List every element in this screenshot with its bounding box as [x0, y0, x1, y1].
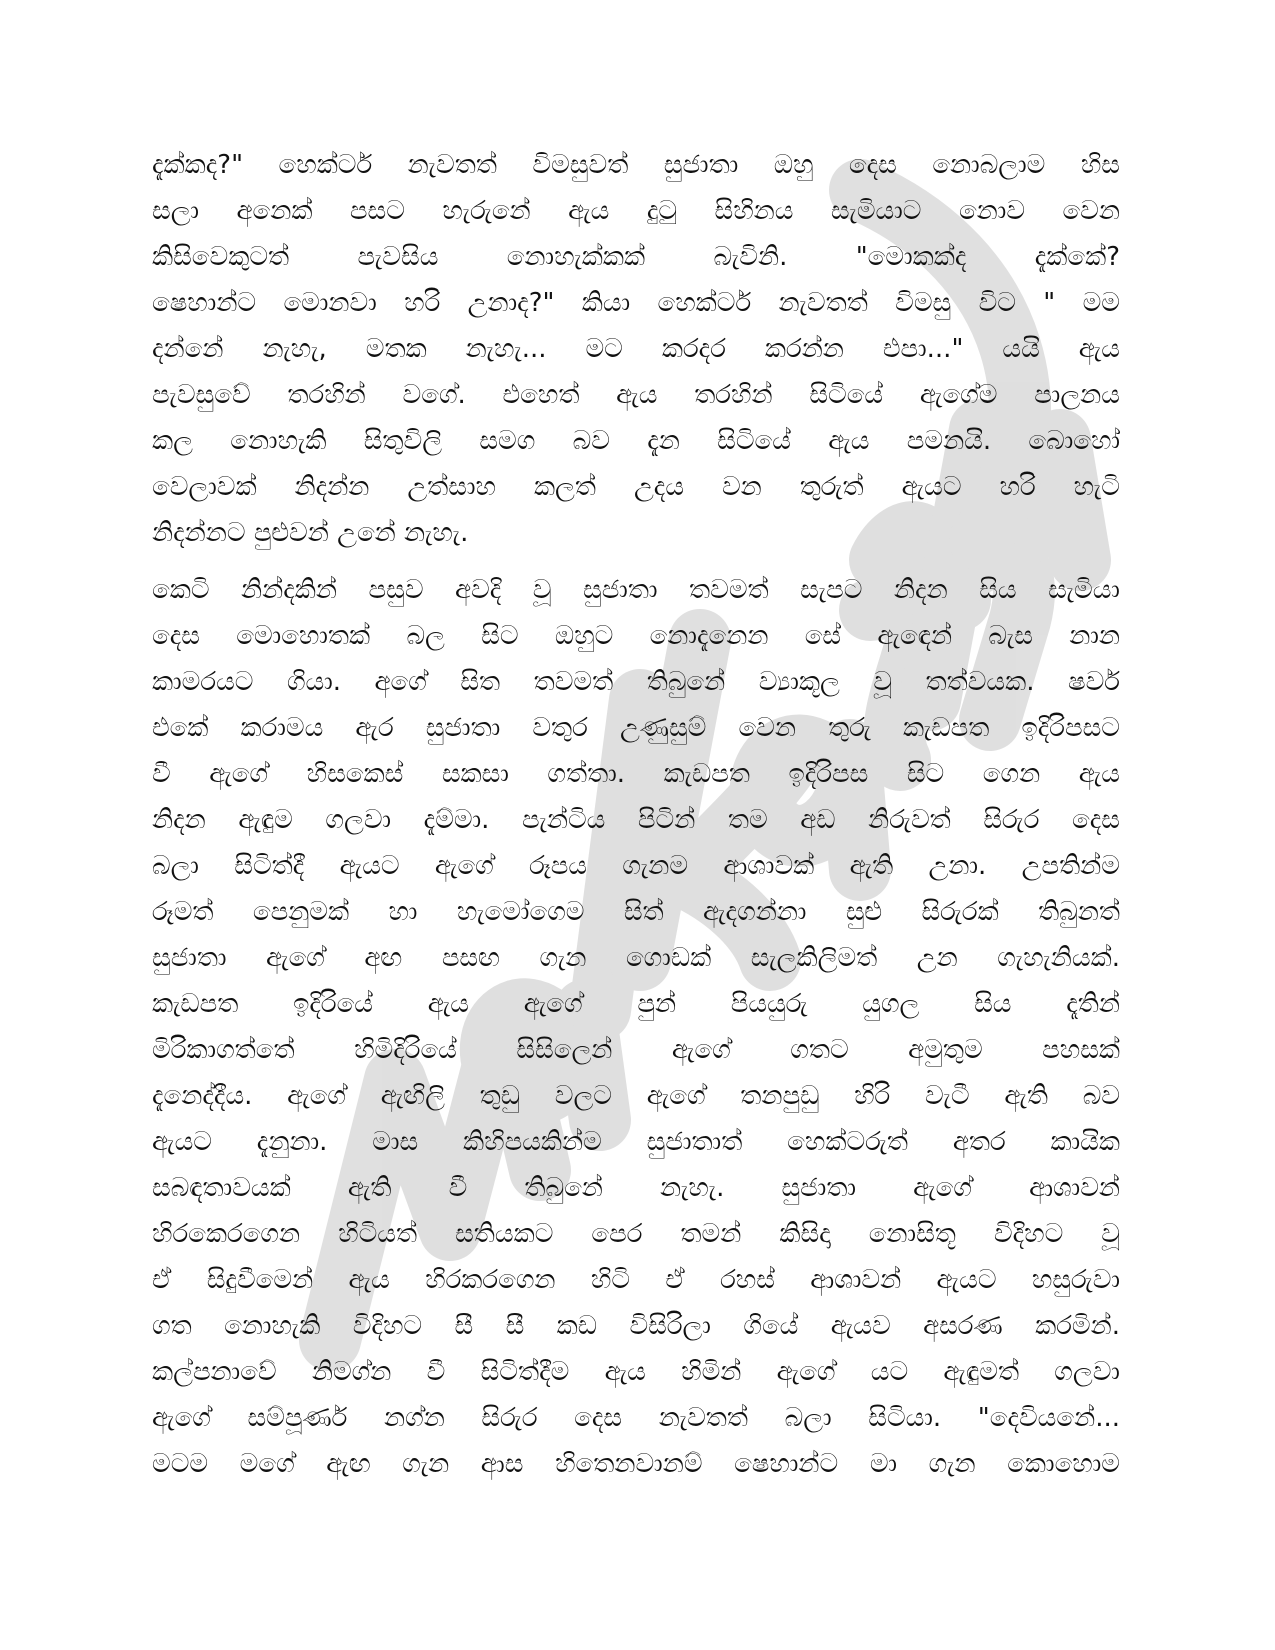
text-line: කල්පනාවේ නිමග්න වී සිටිත්දීම ඇය හිමින් ඇගේ යට ඇඳුමත් ගලවා — [152, 1357, 1120, 1387]
text-line: කැඩපත ඉදිරියේ ඇය ඇගේ පුන් පියයුරු යුගල සිය දෑතින් — [152, 989, 1120, 1019]
text-line: හිරකෙරගෙන හිටියත් සතියකට පෙර තමන් කිසිදා නොසිතූ විදිහට වූ — [152, 1219, 1120, 1249]
text-line: දන්නේ නැහැ, මතක නැහැ... මට කරදර කරන්න එපා..." යයි ඇය — [152, 334, 1120, 364]
text-line: ඇගේ සම්පූර්ණ නග්න සිරුර දෙස නැවතත් බලා සිටියා. "දෙවියනේ... — [152, 1403, 1120, 1433]
text-line: බලා සිටිත්දී ඇයට ඇගේ රූපය ගැනම ආශාවක් ඇති උනා. උපතින්ම — [152, 851, 1120, 881]
paragraph-1 — [152, 142, 1120, 556]
text-line: පැවසුවේ තරහින් වගේ. එහෙත් ඇය තරහින් සිටියේ ඇගේම පාලනය — [152, 380, 1120, 410]
text-line: කල නොහැකි සිතුවිලි සමග බව දැන සිටියේ ඇය පමනයි. බොහෝ — [152, 426, 1120, 456]
text-line: වී ඇගේ හිසකෙස් සකසා ගත්තා. කැඩපත ඉදිරිපස සිට ගෙන ඇය — [152, 759, 1120, 789]
text-line: මිරිකාගත්තේ හිමිදිරියේ සිසිලෙන් ඇගේ ගතට අමුතුම පහසක් — [152, 1035, 1120, 1065]
text-line: ඇයට දැනුනා. මාස කිහිපයකින්ම සුජාතාත් හෙක්ටරුත් අතර කායික — [152, 1127, 1120, 1157]
text-line: කිසිවෙකුටත් පැවසිය නොහැක්කක් බැවිනි. "මොකක්ද දැක්කේ? — [152, 242, 1120, 272]
text-line: සුජාතා ඇගේ අඟ පසඟ ගැන ගොඩක් සැලකිලිමත් උන ගැහැනියක්. — [152, 943, 1120, 973]
text-line: නිදන ඇඳුම ගලවා දැම්මා. පැන්ටිය පිටින් තම අඩ නිරුවත් සිරුර දෙස — [152, 805, 1120, 835]
text-line: සබඳතාවයක් ඇති වී තිබුනේ නැහැ. සුජාතා ඇගේ ආශාවන් — [152, 1173, 1120, 1203]
text-line: ගත නොහැකි විදිහට සී සී කඩ විසිරිලා ගියේ ඇයව අසරණ කරමින්. — [152, 1311, 1120, 1341]
text-line: දැක්කද?" හෙක්ටර් නැවතත් විමසුවත් සුජාතා ඔහු දෙස නොබලාම හිස — [152, 150, 1120, 180]
text-line: එකේ කරාමය ඇර සුජාතා වතුර උණුසුම් වෙන තුරු කැඩපත ඉදිරිපසට — [152, 713, 1120, 743]
text-line: දෙස මොහොතක් බල සිට ඔහුට නොදැනෙන සේ ඇඳෙන් බැස නාන — [152, 621, 1120, 651]
text-line: නිදන්නට පුළුවන් උනේ නැහැ. — [152, 518, 469, 548]
text-line: මටම මගේ ඇඟ ගැන ආස හිතෙනවානම් ෂෙහාන්ට මා ගැන කොහොම — [152, 1449, 1120, 1479]
text-line: රූමත් පෙනුමක් හා හැමෝගෙම සිත් ඇදගන්නා සුළු සිරුරක් තිබුනත් — [152, 897, 1120, 927]
paragraph-2 — [152, 567, 1120, 1487]
text-line: වෙලාවක් නිදන්න උත්සාහ කලත් උදය වන තුරුත් ඇයට හරි හැටි — [152, 472, 1120, 502]
text-line: ෂෙහාන්ට මොනවා හරි උනාද?" කියා හෙක්ටර් නැවතත් විමසු විට " මම — [152, 288, 1120, 318]
text-line: දැනෙද්දීය. ඇගේ ඇඟිලි තුඩු වලට ඇගේ තනපුඩු හිරි වැටී ඇති බව — [152, 1081, 1120, 1111]
text-line: සලා අනෙක් පසට හැරුනේ ඇය දුටු සිහිනය සැමියාට නොව වෙන — [152, 196, 1120, 226]
text-line: කෙටි නින්දකින් පසුව අවදි වූ සුජාතා තවමත් සැපට නිදන සිය සැමියා — [152, 575, 1120, 605]
text-line: ඒ සිදුවීමෙන් ඇය හිරකරගෙන හිටි ඒ රහස් ආශාවන් ඇයට හසුරුවා — [152, 1265, 1120, 1295]
text-line: කාමරයට ගියා. අගේ සිත තවමත් තිබුනේ ව්‍යාකූල වූ තත්වයක. ෂවර් — [152, 667, 1120, 697]
